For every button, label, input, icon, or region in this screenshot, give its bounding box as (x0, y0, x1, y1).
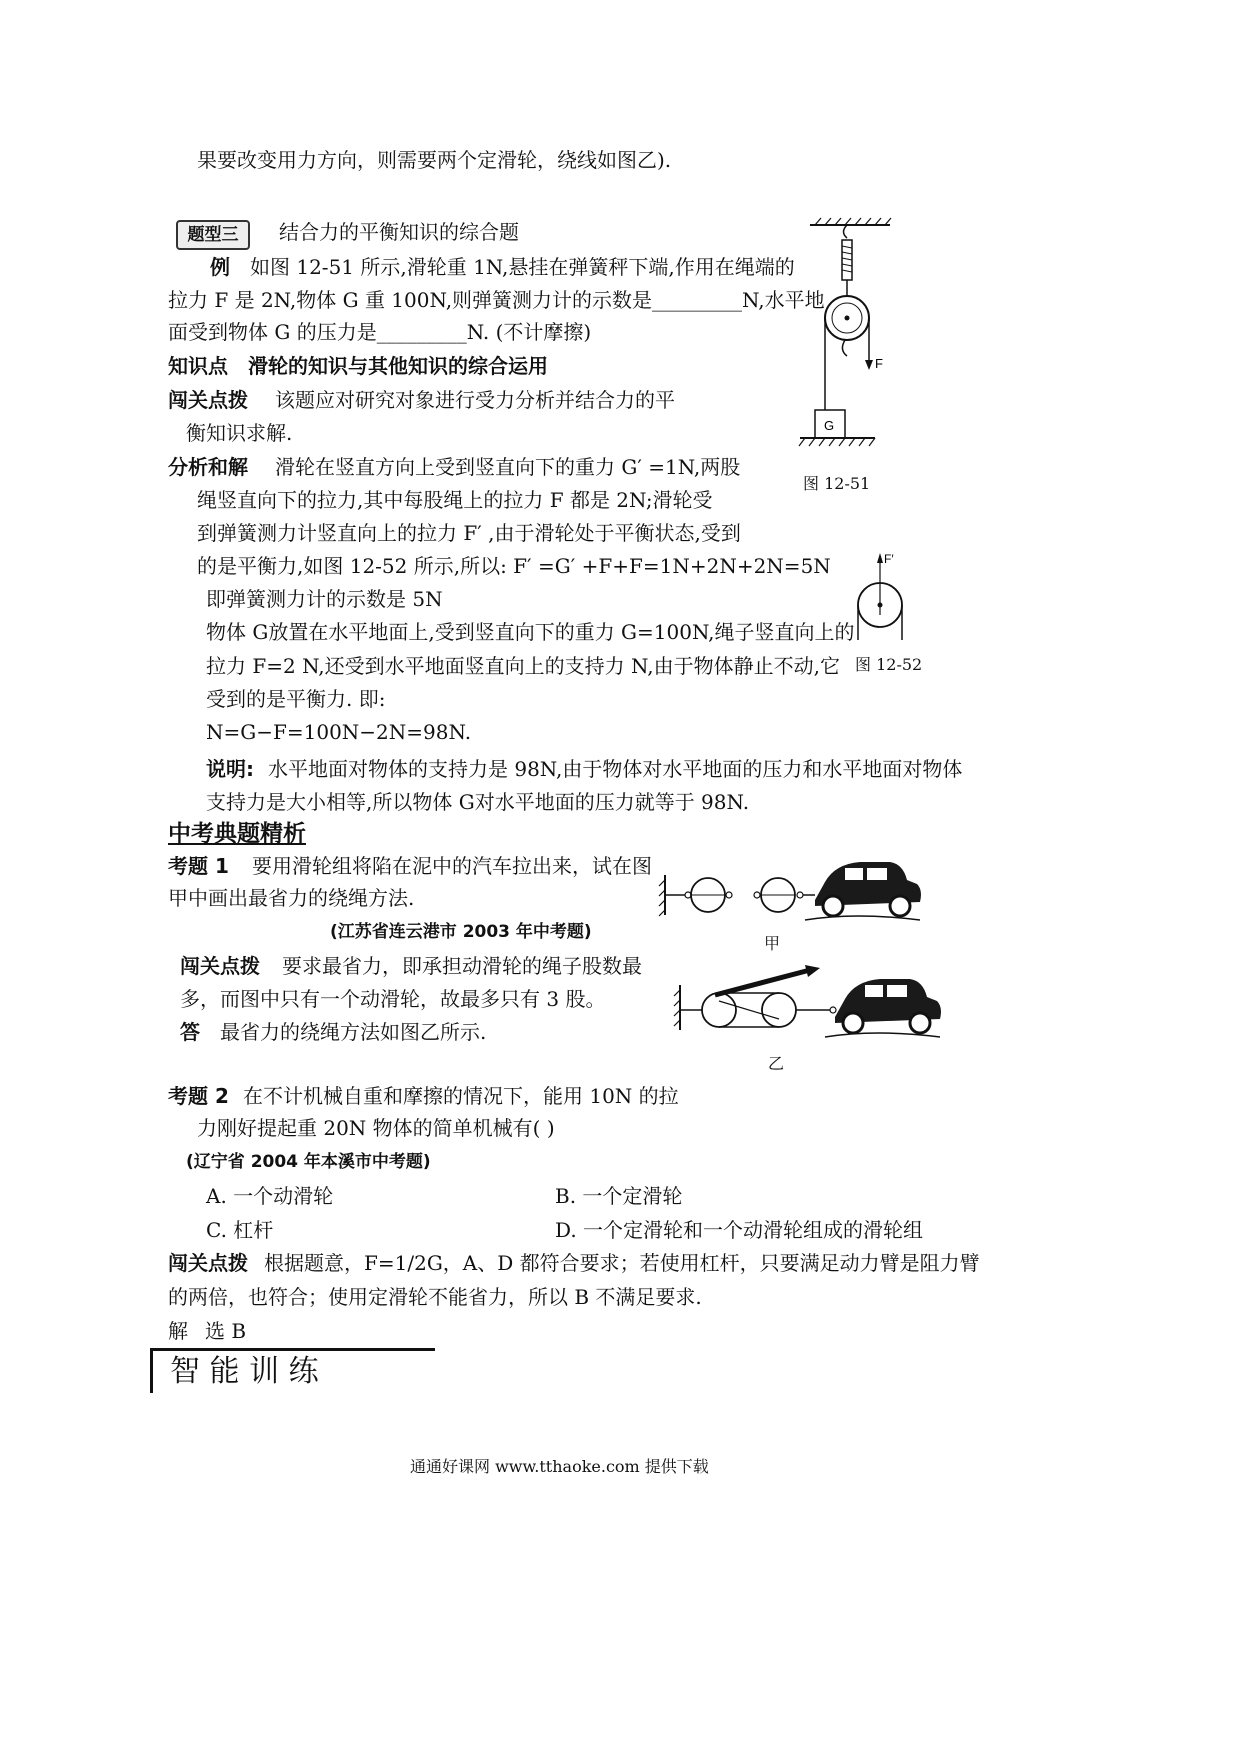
hint-line-1: 根据题意，F=1/2G，A、D 都符合要求；若使用杠杆，只要满足动力臂是阻力臂 (264, 1251, 980, 1275)
analysis-line: 的是平衡力,如图 12-52 所示,所以: F′ =G′ +F+F=1N+2N+2N=5N (197, 554, 831, 578)
figure-caption: 甲 (764, 934, 781, 953)
hint-label: 闯关点拨 (168, 388, 248, 412)
question-line-2: 力刚好提起重 20N 物体的简单机械有( ) (197, 1116, 555, 1140)
knowledge-text: 滑轮的知识与其他知识的综合运用 (248, 354, 548, 378)
example-line-1: 如图 12-51 所示,滑轮重 1N,悬挂在弹簧秤下端,作用在绳端的 (250, 255, 795, 279)
analysis-line: 到弹簧测力计竖直向上的拉力 F′ ,由于滑轮处于平衡状态,受到 (197, 521, 741, 545)
question-line-1: 要用滑轮组将陷在泥中的汽车拉出来，试在图 (252, 854, 652, 878)
hint-line-1: 要求最省力，即承担动滑轮的绳子股数最 (282, 954, 642, 978)
title-rule (150, 1348, 153, 1393)
question-source: (江苏省连云港市 2003 年中考题) (330, 922, 592, 942)
question-label: 考题 2 (168, 1084, 229, 1108)
question-label: 考题 1 (168, 854, 229, 878)
answer-text: 最省力的绕绳方法如图乙所示. (220, 1020, 487, 1044)
option-b: B. 一个定滑轮 (555, 1184, 683, 1208)
note-label: 说明: (206, 757, 254, 781)
note-line-2: 支持力是大小相等,所以物体 G对水平地面的压力就等于 98N. (206, 790, 750, 814)
option-a: A. 一个动滑轮 (206, 1184, 334, 1208)
page-footer: 通通好课网 www.tthaoke.com 提供下载 (410, 1457, 709, 1476)
note-line-1: 水平地面对物体的支持力是 98N,由于物体对水平地面的压力和水平地面对物体 (268, 757, 963, 781)
figure-caption: 图 12-52 (855, 655, 923, 674)
continued-text: 果要改变用力方向，则需要两个定滑轮，绕线如图乙). (197, 148, 672, 172)
example-label: 例 (210, 255, 230, 279)
figure-caption: 图 12-51 (803, 474, 871, 493)
hint-line-2: 衡知识求解. (186, 421, 293, 445)
hint-line-2: 的两倍，也符合；使用定滑轮不能省力，所以 B 不满足要求. (168, 1285, 702, 1309)
figure-caption: 乙 (768, 1054, 785, 1073)
training-title: 智 能 训 练 (170, 1354, 319, 1389)
type-badge: 题型三 (176, 220, 250, 250)
answer-text: 选 B (205, 1319, 247, 1343)
hint-line-1: 该题应对研究对象进行受力分析并结合力的平 (275, 388, 675, 412)
analysis-line: 绳竖直向下的拉力,其中每股绳上的拉力 F 都是 2N;滑轮受 (197, 488, 713, 512)
option-d: D. 一个定滑轮和一个动滑轮组成的滑轮组 (555, 1218, 924, 1242)
analysis-line: N=G−F=100N−2N=98N. (206, 720, 472, 744)
hint-label: 闯关点拨 (180, 954, 260, 978)
pulley-spring-figure (795, 210, 905, 470)
section-title: 中考典题精析 (168, 821, 306, 847)
hint-label: 闯关点拨 (168, 1251, 248, 1275)
question-source: (辽宁省 2004 年本溪市中考题) (186, 1152, 431, 1172)
title-rule (150, 1348, 435, 1351)
analysis-label: 分析和解 (168, 455, 248, 479)
analysis-line: 物体 G放置在水平地面上,受到竖直向下的重力 G=100N,绳子竖直向上的 (206, 620, 855, 644)
question-line-2: 甲中画出最省力的绕绳方法. (168, 886, 415, 910)
block-label: G (824, 418, 835, 433)
answer-label: 答 (180, 1020, 200, 1044)
analysis-line: 拉力 F=2 N,还受到水平地面竖直向上的支持力 N,由于物体静止不动,它 (206, 654, 840, 678)
analysis-line: 即弹簧测力计的示数是 5N (206, 587, 443, 611)
force-label: F′ (884, 552, 894, 566)
analysis-line: 滑轮在竖直方向上受到竖直向下的重力 G′ =1N,两股 (275, 455, 741, 479)
option-c: C. 杠杆 (206, 1218, 274, 1242)
hint-line-2: 多，而图中只有一个动滑轮，故最多只有 3 股。 (180, 987, 606, 1011)
car-pulley-figure-yi (670, 965, 945, 1045)
example-line-3: 面受到物体 G 的压力是_________N. (不计摩擦) (168, 320, 592, 344)
example-line-2: 拉力 F 是 2N,物体 G 重 100N,则弹簧测力计的示数是_________N,水平地 (168, 288, 825, 312)
force-label: F (875, 356, 883, 371)
analysis-line: 受到的是平衡力. 即: (206, 687, 386, 711)
pulley-force-figure (850, 545, 910, 645)
knowledge-label: 知识点 (168, 354, 228, 378)
type-title: 结合力的平衡知识的综合题 (279, 220, 519, 244)
question-line-1: 在不计机械自重和摩擦的情况下，能用 10N 的拉 (243, 1084, 679, 1108)
answer-label: 解 (168, 1319, 188, 1343)
car-pulley-figure-jia (655, 850, 925, 930)
